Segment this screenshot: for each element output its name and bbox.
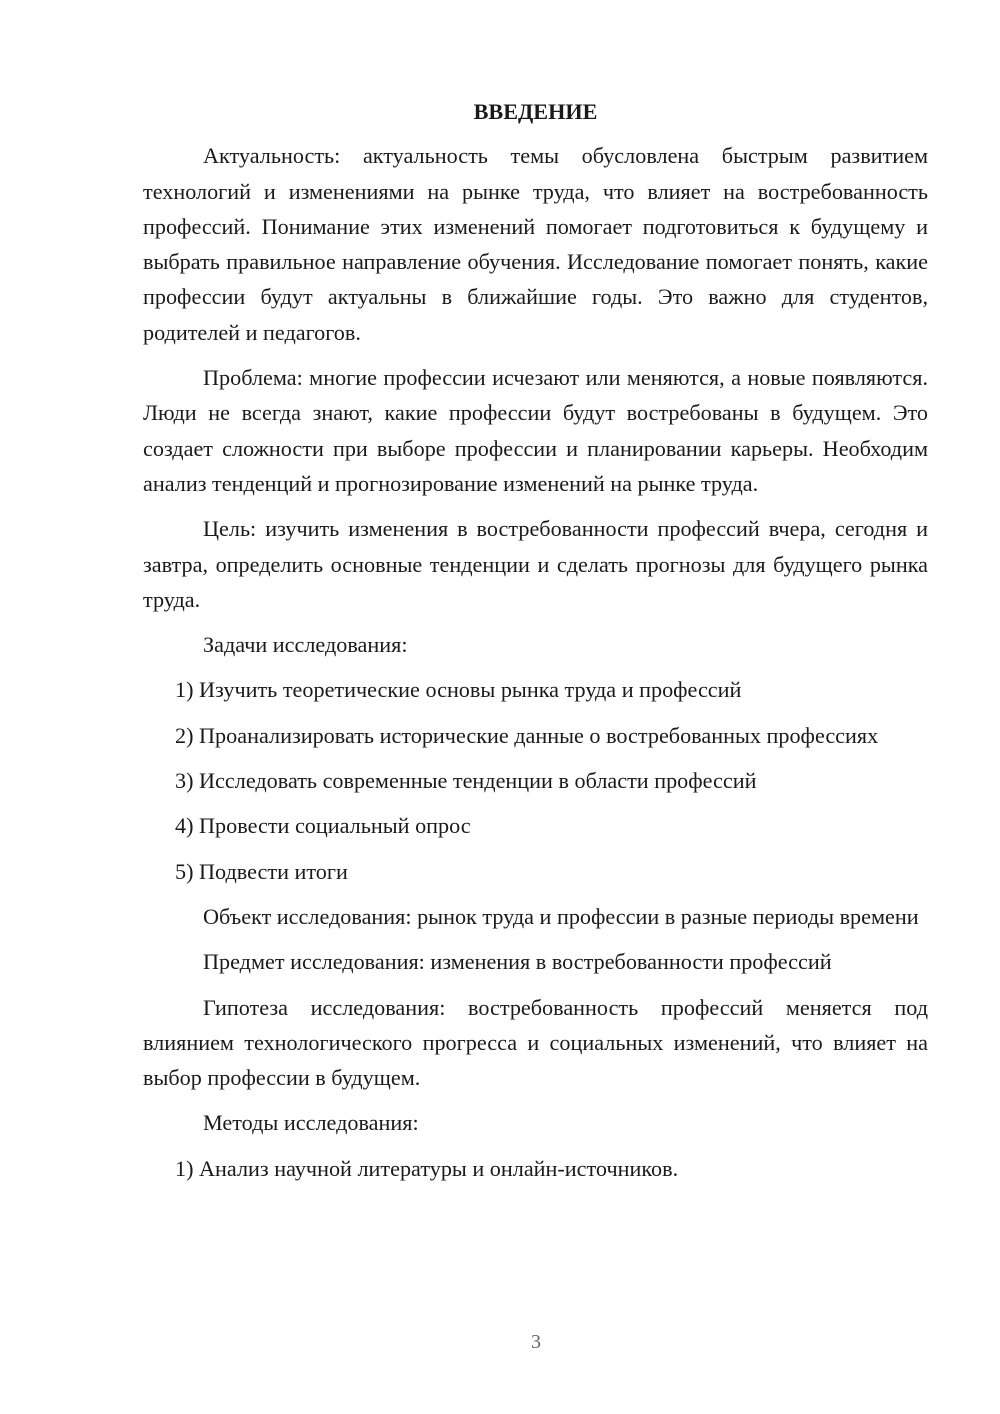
paragraph-goal: Цель: изучить изменения в востребованности профессий вчера, сегодня и завтра, определить основные тенденции и сделать прогнозы для будущего рынка труда. bbox=[143, 516, 928, 612]
method-item-1: 1) Анализ научной литературы и онлайн-источников. bbox=[175, 1155, 679, 1181]
paragraph-subject: Предмет исследования: изменения в востребованности профессий bbox=[203, 949, 832, 975]
page-number: 3 bbox=[531, 1331, 541, 1353]
document-heading: ВВЕДЕНИЕ bbox=[473, 99, 598, 124]
task-item-5: 5) Подвести итоги bbox=[175, 858, 348, 884]
paragraph-relevance: Актуальность: актуальность темы обусловлена быстрым развитием технологий и изменениями на рынке труда, что влияет на востребованность профессий. Понимание этих изменений помогает подготовиться к будущему и выбрать правильное направление обучения. Исследование помогает понять, какие профессии будут актуальны в ближайшие годы. Это важно для студентов, родителей и педагогов. bbox=[143, 143, 928, 345]
task-item-4: 4) Провести социальный опрос bbox=[175, 813, 471, 839]
paragraph-hypothesis: Гипотеза исследования: востребованность профессий меняется под влиянием технологического прогресса и социальных изменений, что влияет на выбор профессии в будущем. bbox=[143, 994, 928, 1091]
methods-heading: Методы исследования: bbox=[203, 1110, 419, 1136]
tasks-heading: Задачи исследования: bbox=[203, 632, 408, 658]
paragraph-object: Объект исследования: рынок труда и профессии в разные периоды времени bbox=[203, 903, 919, 929]
task-item-2: 2) Проанализировать исторические данные о востребованных профессиях bbox=[175, 722, 879, 748]
task-item-3: 3) Исследовать современные тенденции в области профессий bbox=[175, 768, 757, 794]
paragraph-problem: Проблема: многие профессии исчезают или меняются, а новые появляются. Люди не всегда знают, какие профессии будут востребованы в будущем. Это создает сложности при выборе профессии и планировании карьеры. Необходим анализ тенденций и прогнозирование изменений на рынке труда. bbox=[143, 365, 928, 496]
task-item-1: 1) Изучить теоретические основы рынка труда и профессий bbox=[175, 677, 742, 703]
document-page bbox=[143, 94, 928, 1196]
